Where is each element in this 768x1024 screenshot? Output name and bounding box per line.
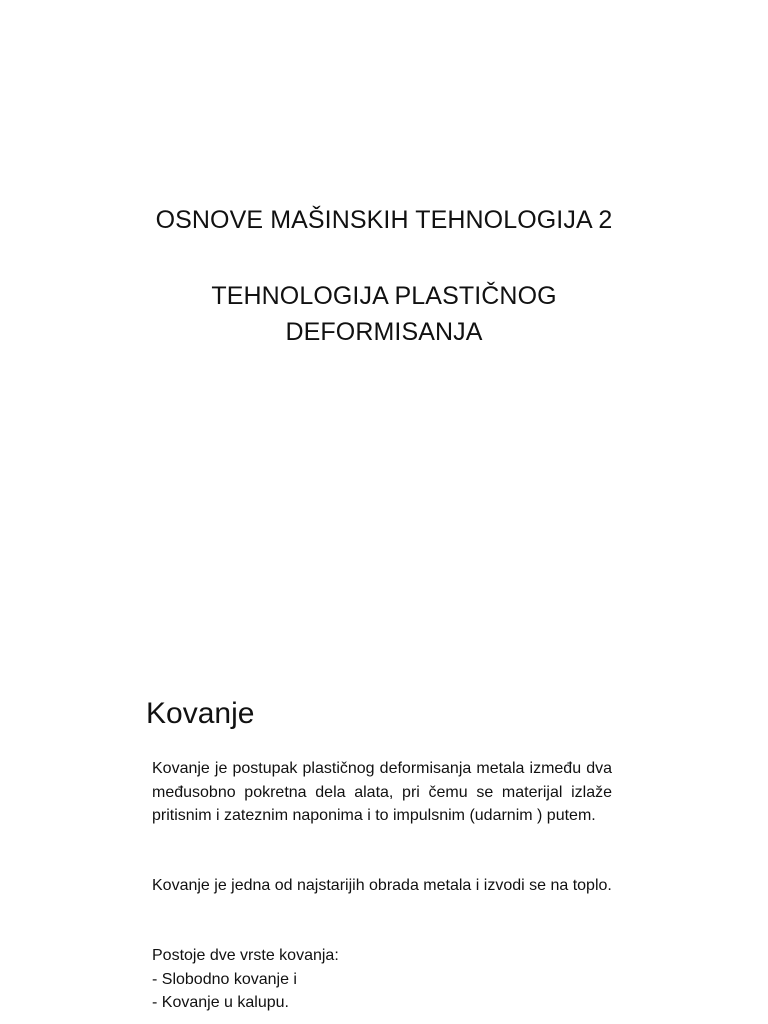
list-item: - Slobodno kovanje i: [152, 970, 297, 988]
types-list-intro: Postoje dve vrste kovanja:: [152, 947, 339, 964]
subtitle-line-2: DEFORMISANJA: [285, 318, 483, 346]
definition-paragraph: Kovanje je postupak plastičnog deformisanja metala između dva međusobno pokretna dela alata, pri čemu se materijal izlaže pritisnim i zateznim naponima i to impulsnim (udarnim ) putem.: [152, 760, 612, 824]
history-paragraph: Kovanje je jedna od najstarijih obrada metala i izvodi se na toplo.: [152, 877, 612, 894]
content-slide: [0, 600, 768, 1024]
course-title: OSNOVE MAŠINSKIH TEHNOLOGIJA 2: [155, 206, 613, 234]
slide-heading: Kovanje: [146, 697, 255, 730]
list-item: - Kovanje u kalupu.: [152, 994, 289, 1011]
subtitle-line-1: TEHNOLOGIJA PLASTIČNOG: [211, 282, 557, 310]
types-list: [152, 944, 612, 1015]
